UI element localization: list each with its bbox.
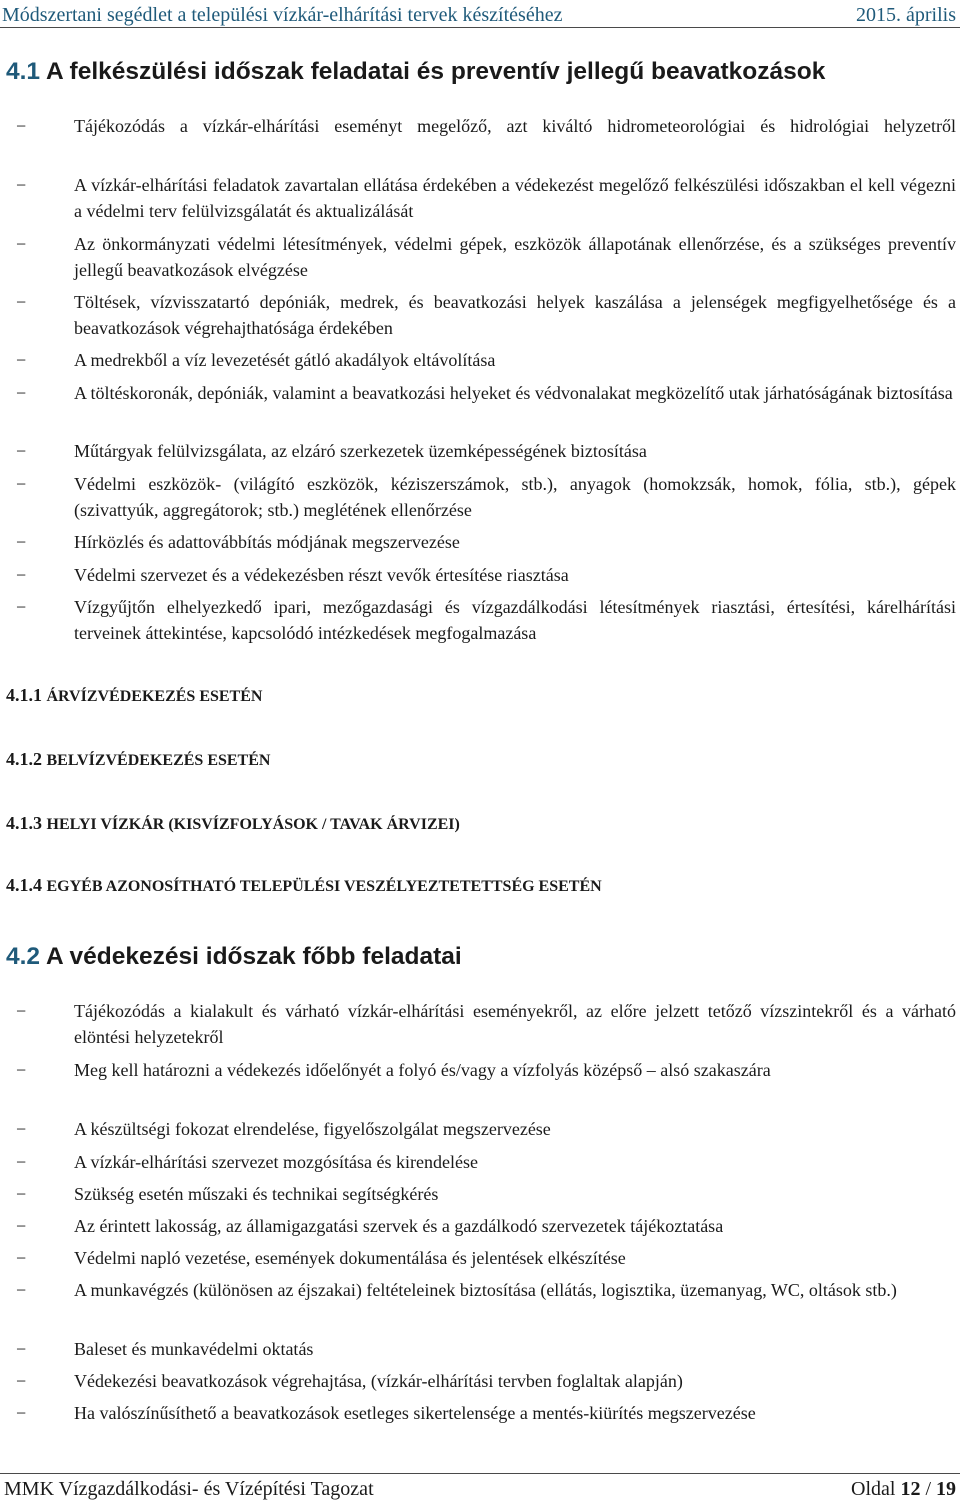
page-footer <box>0 1473 960 1504</box>
list-item-text: A vízkár-elhárítási feladatok zavartalan ellátása érdekében a védekezést megelőző felkészülési időszakban el kell végezni a védelmi terv felülvizsgálatát és aktualizálását <box>74 175 956 221</box>
bullet-dash: − <box>16 1119 27 1139</box>
subsection-number: 4.1.3 <box>6 813 42 833</box>
subsection-title: BELVÍZVÉDEKEZÉS ESETÉN <box>46 752 271 769</box>
bullet-dash: − <box>16 1371 27 1391</box>
subsection-number: 4.1.2 <box>6 749 42 769</box>
page-separator: / <box>920 1477 936 1500</box>
list-item-text: Töltések, vízvisszatartó depóniák, medrek, és beavatkozási helyek kaszálása a jelenségek megfigyelhetősége és a beavatkozások végrehajthatósága érdekében <box>74 292 956 338</box>
bullet-dash: − <box>16 565 27 585</box>
list-item <box>0 438 960 464</box>
list-item-text: Baleset és munkavédelmi oktatás <box>74 1339 314 1359</box>
bullet-dash: − <box>16 532 27 552</box>
list-item-text: Védekezési beavatkozások végrehajtása, (vízkár-elhárítási tervben foglaltak alapján) <box>74 1371 683 1391</box>
list-item <box>0 998 960 1050</box>
list-item-text: A medrekből a víz levezetését gátló akadályok eltávolítása <box>74 350 496 370</box>
list-item <box>0 347 960 373</box>
bullet-dash: − <box>16 1152 27 1172</box>
list-item <box>0 1213 960 1239</box>
list-item-text: Védelmi napló vezetése, események dokumentálása és jelentések elkészítése <box>74 1248 626 1268</box>
section-title: A felkészülési időszak feladatai és preventív jellegű beavatkozások <box>45 58 826 85</box>
section-number: 4.2 <box>6 943 41 970</box>
list-item-text: Az érintett lakosság, az államigazgatási szervek és a gazdálkodó szervezetek tájékoztatása <box>74 1216 724 1236</box>
list-item-text: Ha valószínűsíthető a beavatkozások esetleges sikertelensége a mentés-kiürítés megszervezése <box>74 1403 756 1423</box>
list-item <box>0 1181 960 1207</box>
list-item <box>0 231 960 283</box>
list-item-text: Védelmi szervezet és a védekezésben részt vevők értesítése riasztása <box>74 565 569 585</box>
list-item <box>0 1336 960 1362</box>
list-item-text: A vízkár-elhárítási szervezet mozgósítása és kirendelése <box>74 1152 478 1172</box>
list-item-text: A munkavégzés (különösen az éjszakai) feltételeinek biztosítása (ellátás, logisztika, üzemanyag, WC, oltások stb.) <box>74 1280 897 1300</box>
list-item-text: Védelmi eszközök- (világító eszközök, kéziszerszámok, stb.), anyagok (homokzsák, homok, fólia, stb.), gépek (szivattyúk, aggregátorok; stb.) meglétének ellenőrzése <box>74 474 956 520</box>
section-heading-4-2 <box>6 943 956 971</box>
page-label: Oldal <box>851 1477 896 1500</box>
bullet-dash: − <box>16 1060 27 1080</box>
list-item <box>0 562 960 588</box>
bullet-dash: − <box>16 234 27 254</box>
list-item <box>0 289 960 341</box>
list-item <box>0 380 960 406</box>
section-title: A védekezési időszak főbb feladatai <box>45 943 462 970</box>
list-item-text: A készültségi fokozat elrendelése, figyelőszolgálat megszervezése <box>74 1119 551 1139</box>
page-current: 12 <box>900 1477 921 1500</box>
list-item-text: A töltéskoronák, depóniák, valamint a beavatkozási helyeket és védvonalakat megközelítő utak járhatóságának biztosítása <box>74 383 953 403</box>
list-item <box>0 113 960 139</box>
list-item <box>0 1400 960 1426</box>
list-item-text: Műtárgyak felülvizsgálata, az elzáró szerkezetek üzemképességének biztosítása <box>74 441 647 461</box>
section-heading-4-1 <box>6 58 956 86</box>
bullet-dash: − <box>16 1339 27 1359</box>
bullet-dash: − <box>16 474 27 494</box>
list-item-text: Hírközlés és adattovábbítás módjának megszervezése <box>74 532 460 552</box>
list-item <box>0 1149 960 1175</box>
subsection-number: 4.1.1 <box>6 685 42 705</box>
list-item-text: Tájékozódás a vízkár-elhárítási eseményt megelőző, azt kiváltó hidrometeorológiai és hidrológiai helyzetről <box>74 116 956 136</box>
page-total: 19 <box>936 1477 956 1500</box>
bullet-dash: − <box>16 441 27 461</box>
subsection-title: EGYÉB AZONOSÍTHATÓ TELEPÜLÉSI VESZÉLYEZTETETTSÉG ESETÉN <box>46 878 602 895</box>
subsection-heading-4-1-2 <box>6 749 270 770</box>
list-item <box>0 1245 960 1271</box>
bullet-dash: − <box>16 116 27 136</box>
page-number <box>851 1478 956 1501</box>
subsection-heading-4-1-4 <box>6 875 602 896</box>
subsection-number: 4.1.4 <box>6 875 42 895</box>
list-item-text: Tájékozódás a kialakult és várható vízkár-elhárítási eseményekről, az előre jelzett tetőző vízszintekről és a várható elöntési helyzetekről <box>74 1001 956 1047</box>
bullet-dash: − <box>16 292 27 312</box>
footer-organization: MMK Vízgazdálkodási- és Vízépítési Tagozat <box>4 1477 374 1500</box>
list-item <box>0 594 960 646</box>
bullet-dash: − <box>16 1216 27 1236</box>
header-date: 2015. április <box>856 4 956 26</box>
bullet-dash: − <box>16 1403 27 1423</box>
list-item <box>0 1368 960 1394</box>
list-item <box>0 172 960 224</box>
list-item <box>0 1057 960 1083</box>
header-document-title: Módszertani segédlet a települési vízkár-elhárítási tervek készítéséhez <box>2 4 563 26</box>
list-item-text: Az önkormányzati védelmi létesítmények, védelmi gépek, eszközök állapotának ellenőrzése, és a szükséges preventív jellegű beavatkozások elvégzése <box>74 234 956 280</box>
bullet-dash: − <box>16 1184 27 1204</box>
bullet-dash: − <box>16 350 27 370</box>
list-item-text: Szükség esetén műszaki és technikai segítségkérés <box>74 1184 439 1204</box>
bullet-dash: − <box>16 597 27 617</box>
section-number: 4.1 <box>6 58 41 85</box>
bullet-dash: − <box>16 1248 27 1268</box>
subsection-title: HELYI VÍZKÁR (KISVÍZFOLYÁSOK / TAVAK ÁRVIZEI) <box>46 816 460 833</box>
subsection-heading-4-1-3 <box>6 813 460 834</box>
list-item <box>0 1277 960 1303</box>
bullet-dash: − <box>16 175 27 195</box>
list-item <box>0 471 960 523</box>
subsection-heading-4-1-1 <box>6 685 262 706</box>
list-item-text: Meg kell határozni a védekezés időelőnyét a folyó és/vagy a vízfolyás középső – alsó szakaszára <box>74 1060 771 1080</box>
bullet-dash: − <box>16 383 27 403</box>
list-item <box>0 1116 960 1142</box>
list-item-text: Vízgyűjtőn elhelyezkedő ipari, mezőgazdasági és vízgazdálkodási létesítmények riasztási, értesítési, kárelhárítási terveinek áttekintése, kapcsolódó intézkedések megfogalmazása <box>74 597 956 643</box>
subsection-title: ÁRVÍZVÉDEKEZÉS ESETÉN <box>46 688 263 705</box>
page-header <box>0 0 960 28</box>
bullet-dash: − <box>16 1280 27 1300</box>
bullet-dash: − <box>16 1001 27 1021</box>
list-item <box>0 529 960 555</box>
